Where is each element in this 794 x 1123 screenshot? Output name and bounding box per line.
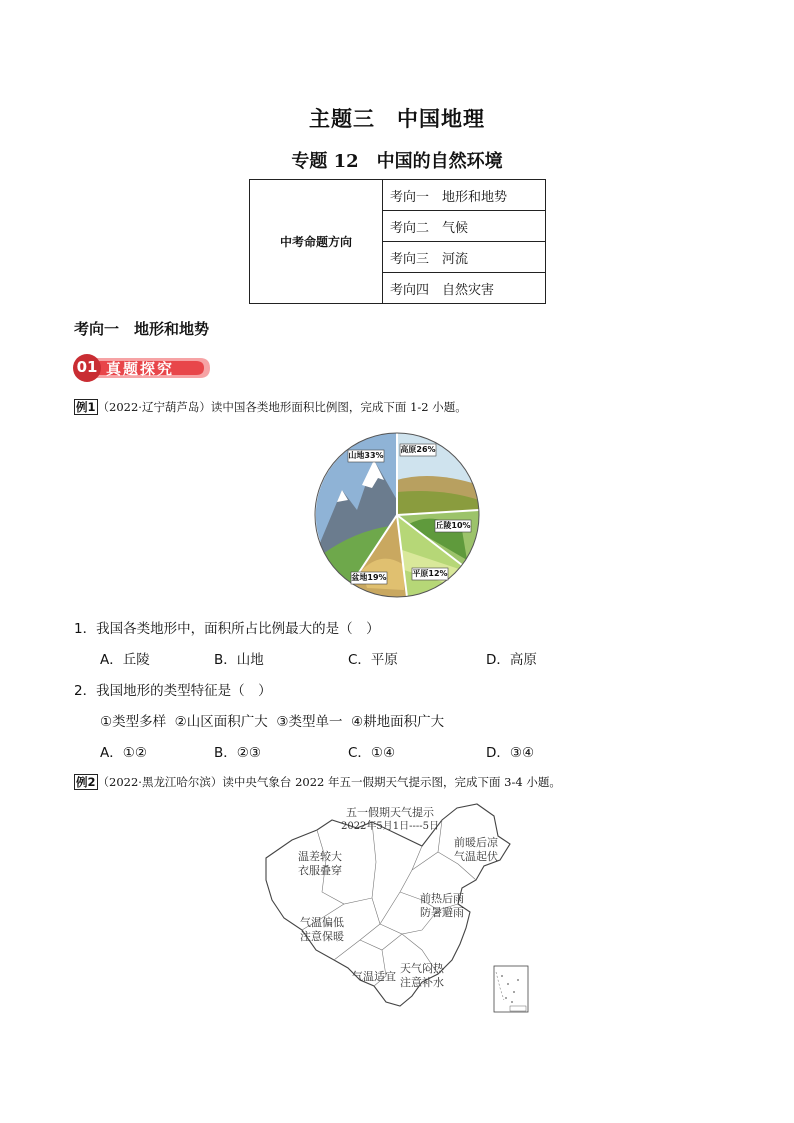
section-banner	[72, 351, 212, 385]
q1-option-c: C．平原	[348, 652, 398, 668]
banner-number: 01	[76, 358, 98, 376]
table-item: 考向四 自然灾害	[383, 273, 546, 304]
example-text: （2022·辽宁葫芦岛）读中国各类地形面积比例图，完成下面 1-2 小题。	[97, 400, 467, 414]
pie-label-plain: 平原12%	[412, 569, 448, 578]
pie-label-basin: 盆地19%	[351, 573, 387, 582]
map-note-northeast: 前暖后凉 气温起伏	[454, 836, 498, 863]
example-text: （2022·黑龙江哈尔滨）读中央气象台 2022 年五一假期天气提示图，完成下面 3-4 小题。	[97, 775, 561, 789]
question-2-stem: 2．我国地形的类型特征是（ ）	[74, 683, 272, 699]
example-1	[74, 399, 467, 415]
banner-text: 真题探究	[106, 360, 175, 378]
map-date: 2022年5月1日----5日	[340, 821, 440, 832]
q2-option-d: D．③④	[486, 745, 535, 761]
example-tag: 例1	[76, 400, 96, 414]
q2-option-b: B．②③	[214, 745, 261, 761]
map-note-south: 气温适宜	[352, 970, 396, 983]
map-note-southeast: 天气闷热 注意补水	[400, 962, 444, 989]
table-item: 考向三 河流	[383, 242, 546, 273]
map-note-east: 前热后雨 防暑避雨	[420, 892, 464, 919]
exam-direction-table	[249, 179, 546, 304]
example-tag: 例2	[76, 775, 96, 789]
section-heading: 考向一 地形和地势	[74, 320, 210, 338]
q1-option-d: D．高原	[486, 652, 537, 668]
table-item: 考向一 地形和地势	[383, 180, 546, 211]
q2-statements: ①类型多样 ②山区面积广大 ③类型单一 ④耕地面积广大	[100, 714, 445, 730]
map-title: 五一假期天气提示	[346, 806, 434, 819]
map-note-northwest: 温差较大 衣服叠穿	[298, 850, 342, 877]
table-label: 中考命题方向	[250, 180, 383, 304]
china-weather-map	[262, 800, 534, 1016]
pie-label-plateau: 高原26%	[400, 445, 436, 454]
question-1-stem: 1．我国各类地形中，面积所占比例最大的是（ ）	[74, 621, 380, 637]
topic-title: 专题 12 中国的自然环境	[291, 151, 503, 172]
pie-label-mountain: 山地33%	[348, 451, 384, 460]
map-note-southwest: 气温偏低 注意保暖	[300, 916, 344, 943]
q2-option-a: A．①②	[100, 745, 147, 761]
q1-option-a: A．丘陵	[100, 652, 150, 668]
page-title: 主题三 中国地理	[309, 106, 485, 131]
example-2	[74, 774, 561, 790]
terrain-pie-illustration	[312, 430, 482, 600]
q1-option-b: B．山地	[214, 652, 264, 668]
pie-label-hills: 丘陵10%	[435, 521, 471, 530]
table-item: 考向二 气候	[383, 211, 546, 242]
q2-option-c: C．①④	[348, 745, 396, 761]
